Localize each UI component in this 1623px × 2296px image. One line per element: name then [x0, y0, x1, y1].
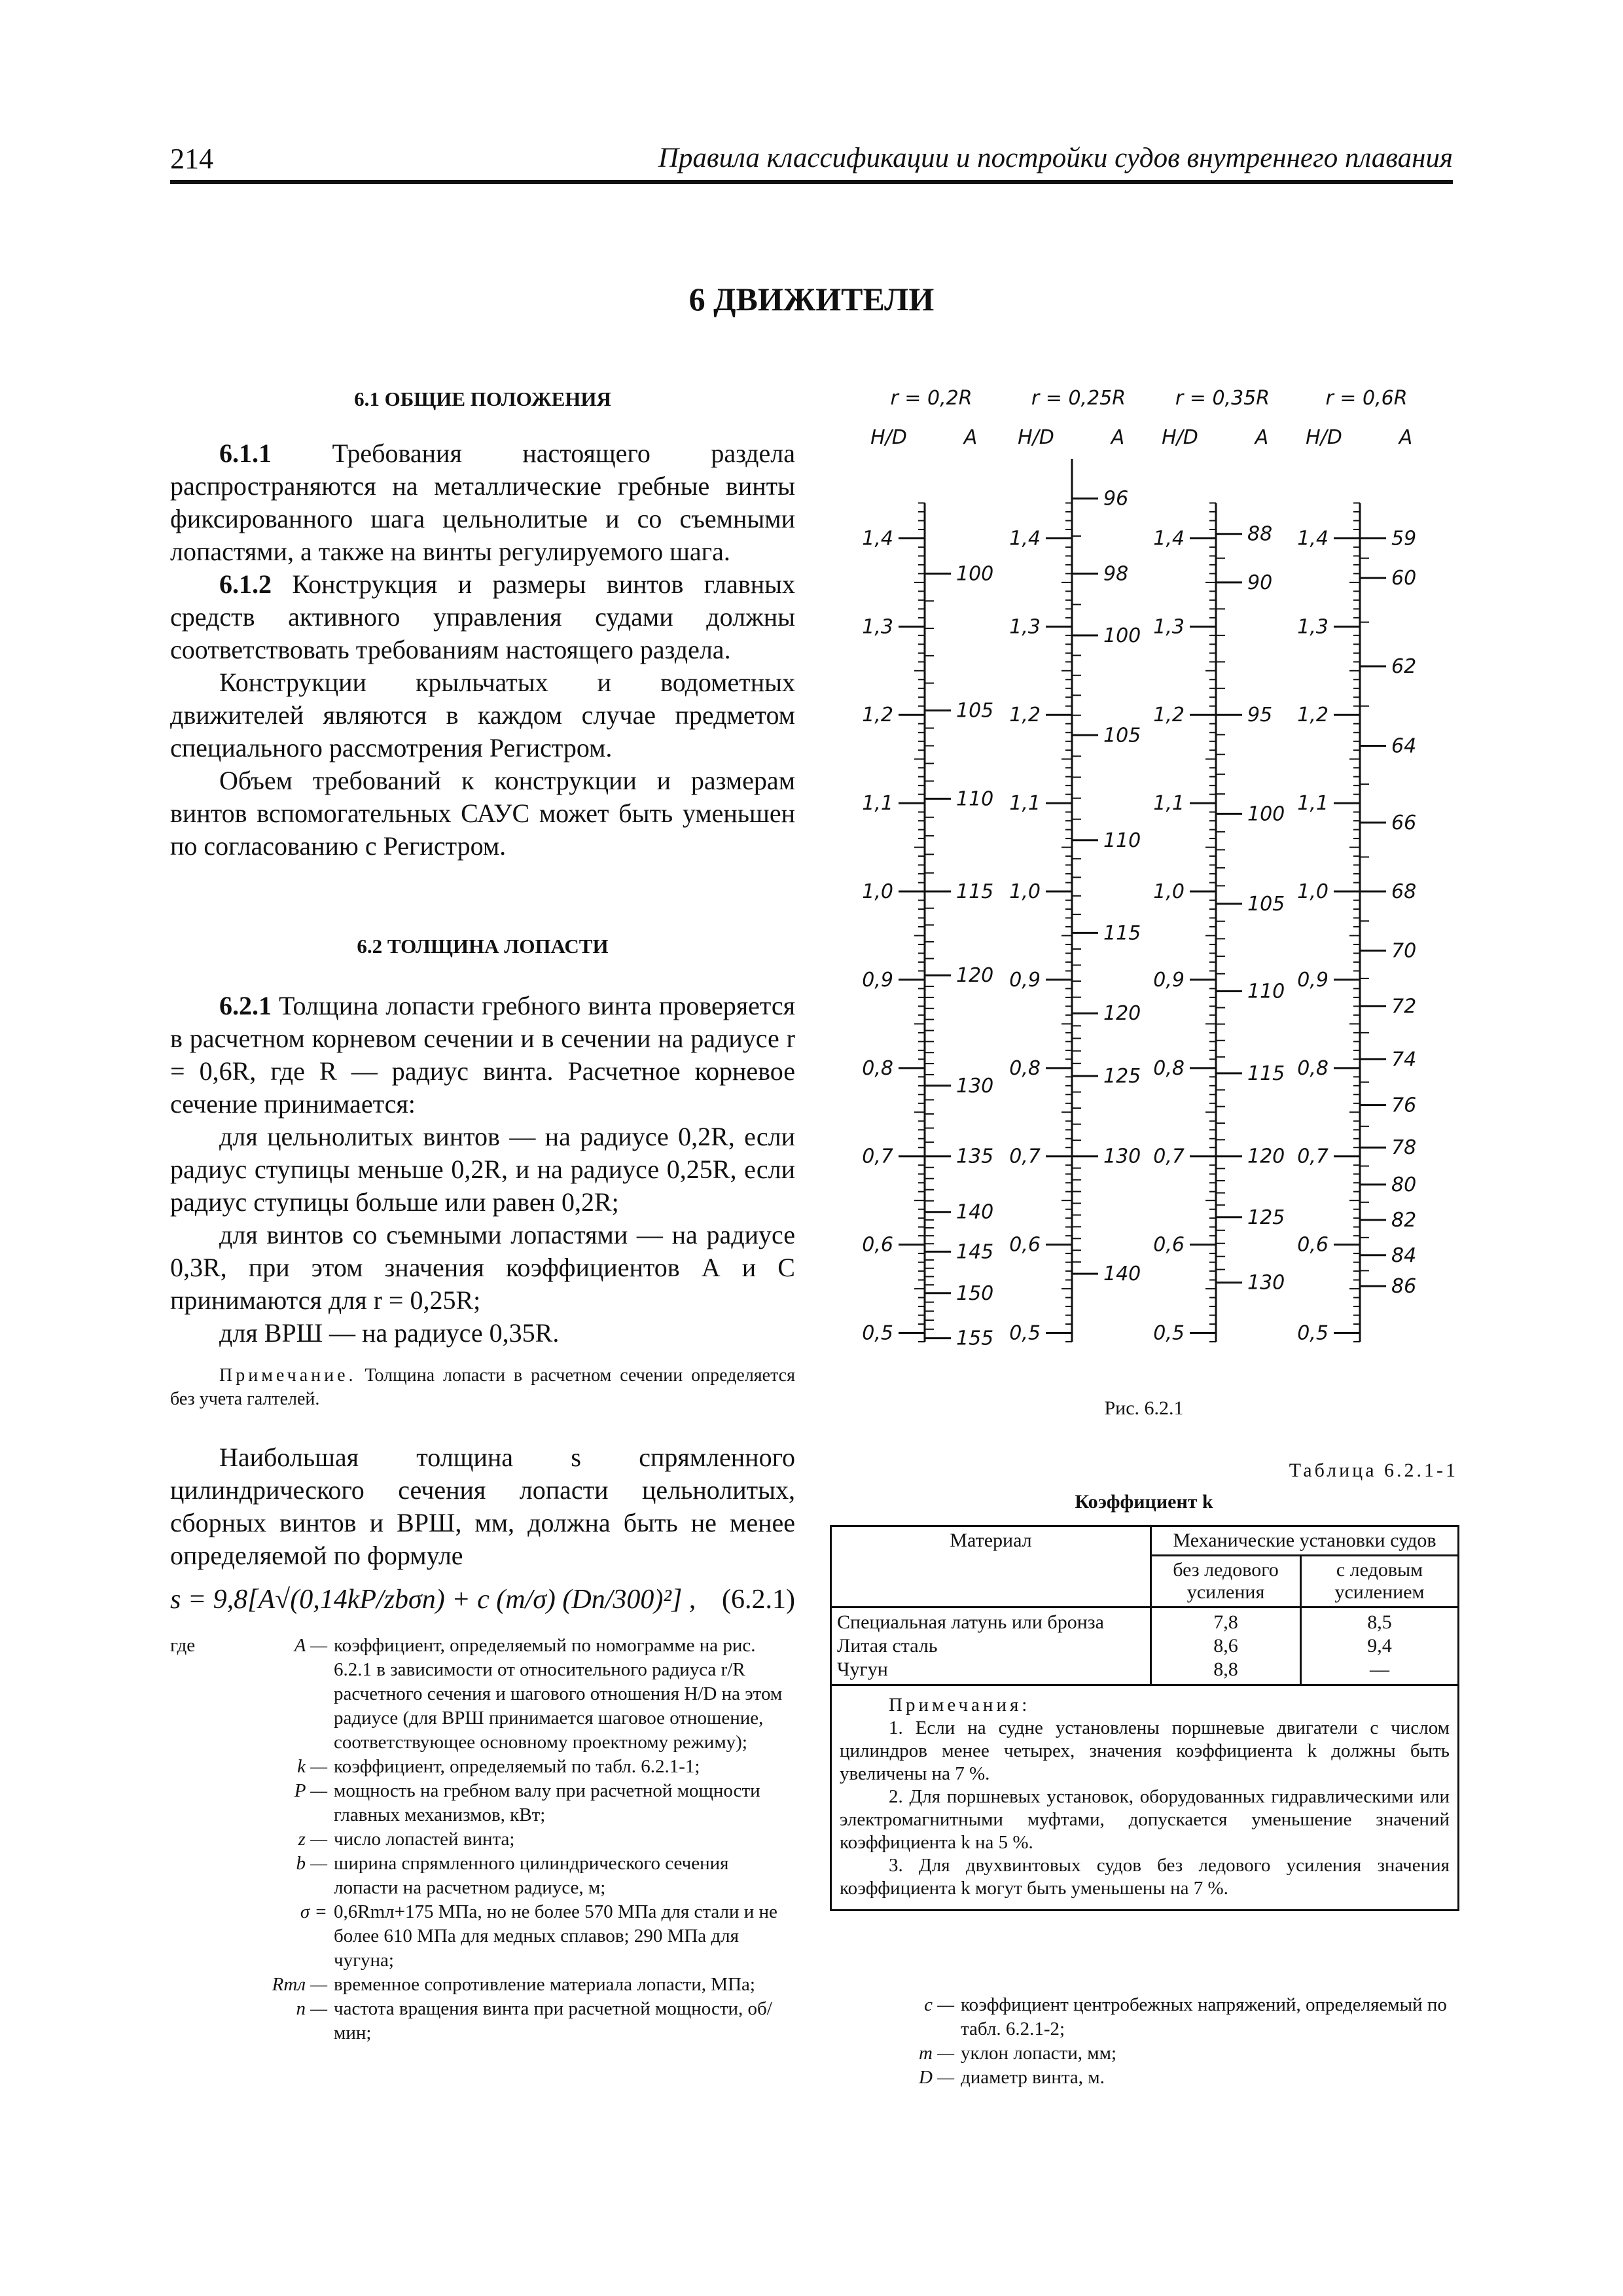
cell-material: Специальная латунь или бронза [837, 1611, 1104, 1633]
hd-tick-label: 0,7 [1153, 1145, 1185, 1168]
a-tick-label: 86 [1391, 1275, 1417, 1299]
definition-item: c — коэффициент центробежных напряжений, определяемый по табл. 6.2.1-2; [924, 1994, 1447, 2039]
a-tick-label: 110 [1247, 980, 1285, 1003]
a-tick-label: 96 [1103, 487, 1129, 511]
hd-tick-label: 1,4 [1153, 527, 1185, 550]
table-note: 1. Если на судне установлены поршневые двигатели с числом цилиндров менее четырех, значения коэффициента k должны быть увеличены на 7 %. [840, 1717, 1450, 1784]
hd-tick-label: 1,0 [862, 880, 893, 904]
hd-tick-label: 0,5 [1153, 1321, 1185, 1345]
hd-tick-label: 0,8 [1009, 1056, 1041, 1080]
hd-tick-label: 0,9 [862, 968, 893, 992]
paragraph-solid: для цельнолитых винтов — на радиусе 0,2R, если радиус ступицы меньше 0,2R, и на радиусе 0,25R, если радиус ступицы больше или равен 0,2R; [170, 1122, 795, 1217]
hd-tick-label: 1,2 [1009, 704, 1041, 727]
hd-tick-label: 0,8 [1297, 1056, 1329, 1080]
table-note: 3. Для двухвинтовых судов без ледового усиления значения коэффициента k могут быть уменьшены на 7 %. [840, 1855, 1450, 1899]
a-tick-label: 84 [1391, 1244, 1417, 1267]
page-number: 214 [170, 143, 213, 175]
a-tick-label: 74 [1391, 1048, 1417, 1071]
a-tick-label: 64 [1391, 734, 1417, 758]
scale-hd-label: H/D [1306, 426, 1342, 449]
paragraph-6-1-2: 6.1.2 Конструкция и размеры винтов главных средств активного управления судами должны соответствовать требованиям настоящего раздела. [170, 569, 795, 664]
a-tick-label: 120 [1247, 1145, 1285, 1168]
definition-item: P — мощность на гребном валу при расчетной мощности главных механизмов, кВт; [294, 1780, 760, 1825]
a-tick-label: 82 [1391, 1208, 1417, 1232]
cell-material: Чугун [837, 1659, 888, 1680]
table-title: Коэффициент k [1075, 1491, 1213, 1513]
a-tick-label: 66 [1391, 811, 1417, 834]
cell-no-ice: 8,8 [1213, 1659, 1238, 1680]
definition-item: σ = 0,6Rmл+175 МПа, но не более 570 МПа для стали и не более 610 МПа для медных сплавов; 290 МПа для чугуна; [300, 1901, 777, 1971]
a-tick-label: 105 [956, 699, 994, 723]
nomogram-figure [830, 380, 1458, 1374]
hd-tick-label: 1,0 [1153, 880, 1185, 904]
a-tick-label: 140 [1103, 1263, 1141, 1286]
paragraph-removable: для винтов со съемными лопастями — на радиусе 0,3R, при этом значения коэффициентов А и С принимаются для r = 0,25R; [170, 1220, 795, 1315]
a-tick-label: 95 [1247, 704, 1273, 727]
scale-radius-label: r = 0,2R [890, 387, 972, 410]
hd-tick-label: 0,8 [862, 1056, 893, 1080]
coefficient-table [830, 1525, 1459, 1911]
a-tick-label: 155 [956, 1327, 994, 1350]
hd-tick-label: 1,3 [1297, 615, 1329, 639]
paragraph-thickness: Наибольшая толщина s спрямленного цилиндрического сечения лопасти цельнолитых, сборных винтов и ВРШ, мм, должна быть не менее определяемой по формуле [170, 1443, 795, 1570]
scale-a-label: A [1255, 426, 1269, 449]
running-header [170, 134, 1453, 184]
hd-tick-label: 1,0 [1297, 880, 1329, 904]
a-tick-label: 110 [956, 787, 994, 811]
a-tick-label: 70 [1391, 939, 1417, 963]
hd-tick-label: 1,2 [1297, 704, 1329, 727]
paragraph-6-2-1: 6.2.1 Толщина лопасти гребного винта проверяется в расчетном корневом сечении и в сечении на радиусе r = 0,6R, где R — радиус винта. Расчетное корневое сечение принимается: [170, 991, 795, 1119]
a-tick-label: 150 [956, 1282, 994, 1305]
hd-tick-label: 0,7 [1297, 1145, 1329, 1168]
hd-tick-label: 1,4 [1009, 527, 1041, 550]
scale-a-label: A [1399, 426, 1413, 449]
definition-item: k — коэффициент, определяемый по табл. 6.2.1-1; [297, 1756, 700, 1777]
table-row [831, 1607, 1459, 1685]
table-label: Таблица 6.2.1-1 [1289, 1460, 1458, 1481]
hd-tick-label: 1,1 [1297, 792, 1329, 816]
a-tick-label: 105 [1103, 724, 1141, 747]
definition-item: z — число лопастей винта; [298, 1829, 515, 1850]
hd-tick-label: 1,1 [1009, 792, 1041, 816]
hd-tick-label: 0,6 [1009, 1233, 1041, 1257]
scale-radius-label: r = 0,25R [1031, 387, 1126, 410]
a-tick-label: 60 [1391, 567, 1417, 590]
header-ice: с ледовым усилением [1301, 1556, 1459, 1607]
hd-tick-label: 1,3 [1009, 615, 1041, 639]
hd-tick-label: 1,1 [1153, 792, 1185, 816]
a-tick-label: 120 [956, 964, 994, 988]
cell-no-ice: 7,8 [1213, 1611, 1238, 1633]
definition-item: Rmл — временное сопротивление материала лопасти, МПа; [272, 1974, 755, 1995]
hd-tick-label: 0,9 [1297, 968, 1329, 992]
a-tick-label: 62 [1391, 655, 1417, 679]
a-tick-label: 115 [956, 880, 994, 904]
a-tick-label: 120 [1103, 1002, 1141, 1026]
table-note: 2. Для поршневых установок, оборудованных гидравлическими или электромагнитными муфтами, допускается уменьшение значений коэффициента k на 5 %. [840, 1786, 1450, 1853]
a-tick-label: 68 [1391, 880, 1417, 904]
cell-material: Литая сталь [837, 1635, 938, 1657]
a-tick-label: 100 [1103, 624, 1141, 647]
a-tick-label: 100 [956, 562, 994, 586]
hd-tick-label: 1,0 [1009, 880, 1041, 904]
a-tick-label: 100 [1247, 802, 1285, 826]
a-tick-label: 105 [1247, 892, 1285, 916]
scale-hd-label: H/D [1018, 426, 1054, 449]
hd-tick-label: 1,3 [862, 615, 893, 639]
definition-item: n — частота вращения винта при расчетной мощности, об/мин; [296, 1998, 772, 2043]
hd-tick-label: 0,5 [862, 1321, 893, 1345]
scale-radius-label: r = 0,6R [1325, 387, 1408, 410]
paragraph-cpp: для ВРШ — на радиусе 0,35R. [219, 1318, 560, 1348]
hd-tick-label: 1,2 [862, 704, 893, 727]
definition-item: D — диаметр винта, м. [919, 2067, 1105, 2088]
header-material: Материал [831, 1526, 1151, 1607]
paragraph-propulsors: Конструкции крыльчатых и водометных движителей являются в каждом случае предметом специального рассмотрения Регистром. [170, 668, 795, 762]
hd-tick-label: 0,5 [1009, 1321, 1041, 1345]
section-title: 6 ДВИЖИТЕЛИ [688, 281, 935, 317]
scale-a-label: A [963, 426, 978, 449]
hd-tick-label: 0,6 [1297, 1233, 1329, 1257]
a-tick-label: 59 [1391, 527, 1417, 550]
hd-tick-label: 1,3 [1153, 615, 1185, 639]
scale-a-label: A [1111, 426, 1125, 449]
hd-tick-label: 1,2 [1153, 704, 1185, 727]
header-group: Механические установки судов [1151, 1526, 1459, 1556]
hd-tick-label: 0,9 [1153, 968, 1185, 992]
formula-number: (6.2.1) [722, 1585, 795, 1615]
hd-tick-label: 0,7 [862, 1145, 893, 1168]
hd-tick-label: 0,9 [1009, 968, 1041, 992]
cell-ice: — [1370, 1659, 1389, 1680]
header-no-ice: без ледового усиления [1151, 1556, 1301, 1607]
a-tick-label: 88 [1247, 522, 1273, 546]
left-column [170, 380, 795, 2045]
cell-ice: 9,4 [1367, 1635, 1392, 1657]
a-tick-label: 125 [1247, 1206, 1285, 1229]
a-tick-label: 140 [956, 1200, 994, 1224]
a-tick-label: 130 [1247, 1271, 1285, 1295]
hd-tick-label: 0,6 [862, 1233, 893, 1257]
formula-6-2-1 [170, 1579, 795, 1624]
hd-tick-label: 1,4 [1297, 527, 1329, 550]
cell-no-ice: 8,6 [1213, 1635, 1238, 1657]
a-tick-label: 115 [1247, 1062, 1285, 1085]
a-tick-label: 125 [1103, 1064, 1141, 1088]
definition-item: m — уклон лопасти, мм; [919, 2043, 1117, 2064]
scale-hd-label: H/D [870, 426, 907, 449]
scale-hd-label: H/D [1162, 426, 1198, 449]
a-tick-label: 145 [956, 1240, 994, 1264]
table-header-row [831, 1526, 1459, 1556]
definitions-left [170, 1634, 795, 2045]
hd-tick-label: 0,7 [1009, 1145, 1041, 1168]
a-tick-label: 78 [1391, 1136, 1417, 1160]
a-tick-label: 90 [1247, 571, 1273, 594]
definition-item: b — ширина спрямленного цилиндрического сечения лопасти на расчетном радиусе, м; [296, 1853, 729, 1898]
notes-label: Примечания: [889, 1695, 1031, 1715]
a-tick-label: 72 [1391, 995, 1417, 1018]
paragraph-6-1-1: 6.1.1 Требования настоящего раздела распространяются на металлические гребные винты фиксированного шага цельнолитые и со съемными лопастями, а также на винты регулируемого шага. [170, 439, 795, 566]
a-tick-label: 135 [956, 1145, 994, 1168]
hd-tick-label: 0,5 [1297, 1321, 1329, 1345]
figure-caption: Рис. 6.2.1 [1104, 1397, 1184, 1419]
a-tick-label: 130 [1103, 1145, 1141, 1168]
a-tick-label: 98 [1103, 562, 1129, 586]
a-tick-label: 110 [1103, 829, 1141, 852]
subsection-heading-6-1: 6.1 ОБЩИЕ ПОЛОЖЕНИЯ [354, 387, 611, 410]
subsection-heading-6-2: 6.2 ТОЛЩИНА ЛОПАСТИ [357, 935, 609, 958]
note: Примечание. Толщина лопасти в расчетном сечении определяется без учета галтелей. [170, 1365, 795, 1409]
paragraph-aux: Объем требований к конструкции и размерам винтов вспомогательных САУС может быть уменьшен по согласованию с Регистром. [170, 766, 795, 861]
a-tick-label: 115 [1103, 922, 1141, 945]
definitions-right [830, 1993, 1458, 2090]
hd-tick-label: 1,4 [862, 527, 893, 550]
a-tick-label: 130 [956, 1074, 994, 1098]
table-notes-row [831, 1685, 1459, 1910]
scale-radius-label: r = 0,35R [1175, 387, 1270, 410]
hd-tick-label: 0,6 [1153, 1233, 1185, 1257]
running-title: Правила классификации и постройки судов внутреннего плавания [658, 143, 1453, 173]
hd-tick-label: 0,8 [1153, 1056, 1185, 1080]
a-tick-label: 76 [1391, 1094, 1417, 1117]
cell-ice: 8,5 [1367, 1611, 1392, 1633]
a-tick-label: 80 [1391, 1173, 1417, 1196]
definition-item: где A — коэффициент, определяемый по номограмме на рис. 6.2.1 в зависимости от относительного радиуса r/R расчетного сечения и шагового отношения H/D на этом радиусе (для ВРШ принимается шаговое отношение, соответствующее основному проектному режиму); [170, 1635, 783, 1753]
hd-tick-label: 1,1 [862, 792, 893, 816]
formula-text: s = 9,8[A√(0,14kP/zbσn) + c (m/σ) (Dn/300)²] , [170, 1585, 696, 1615]
